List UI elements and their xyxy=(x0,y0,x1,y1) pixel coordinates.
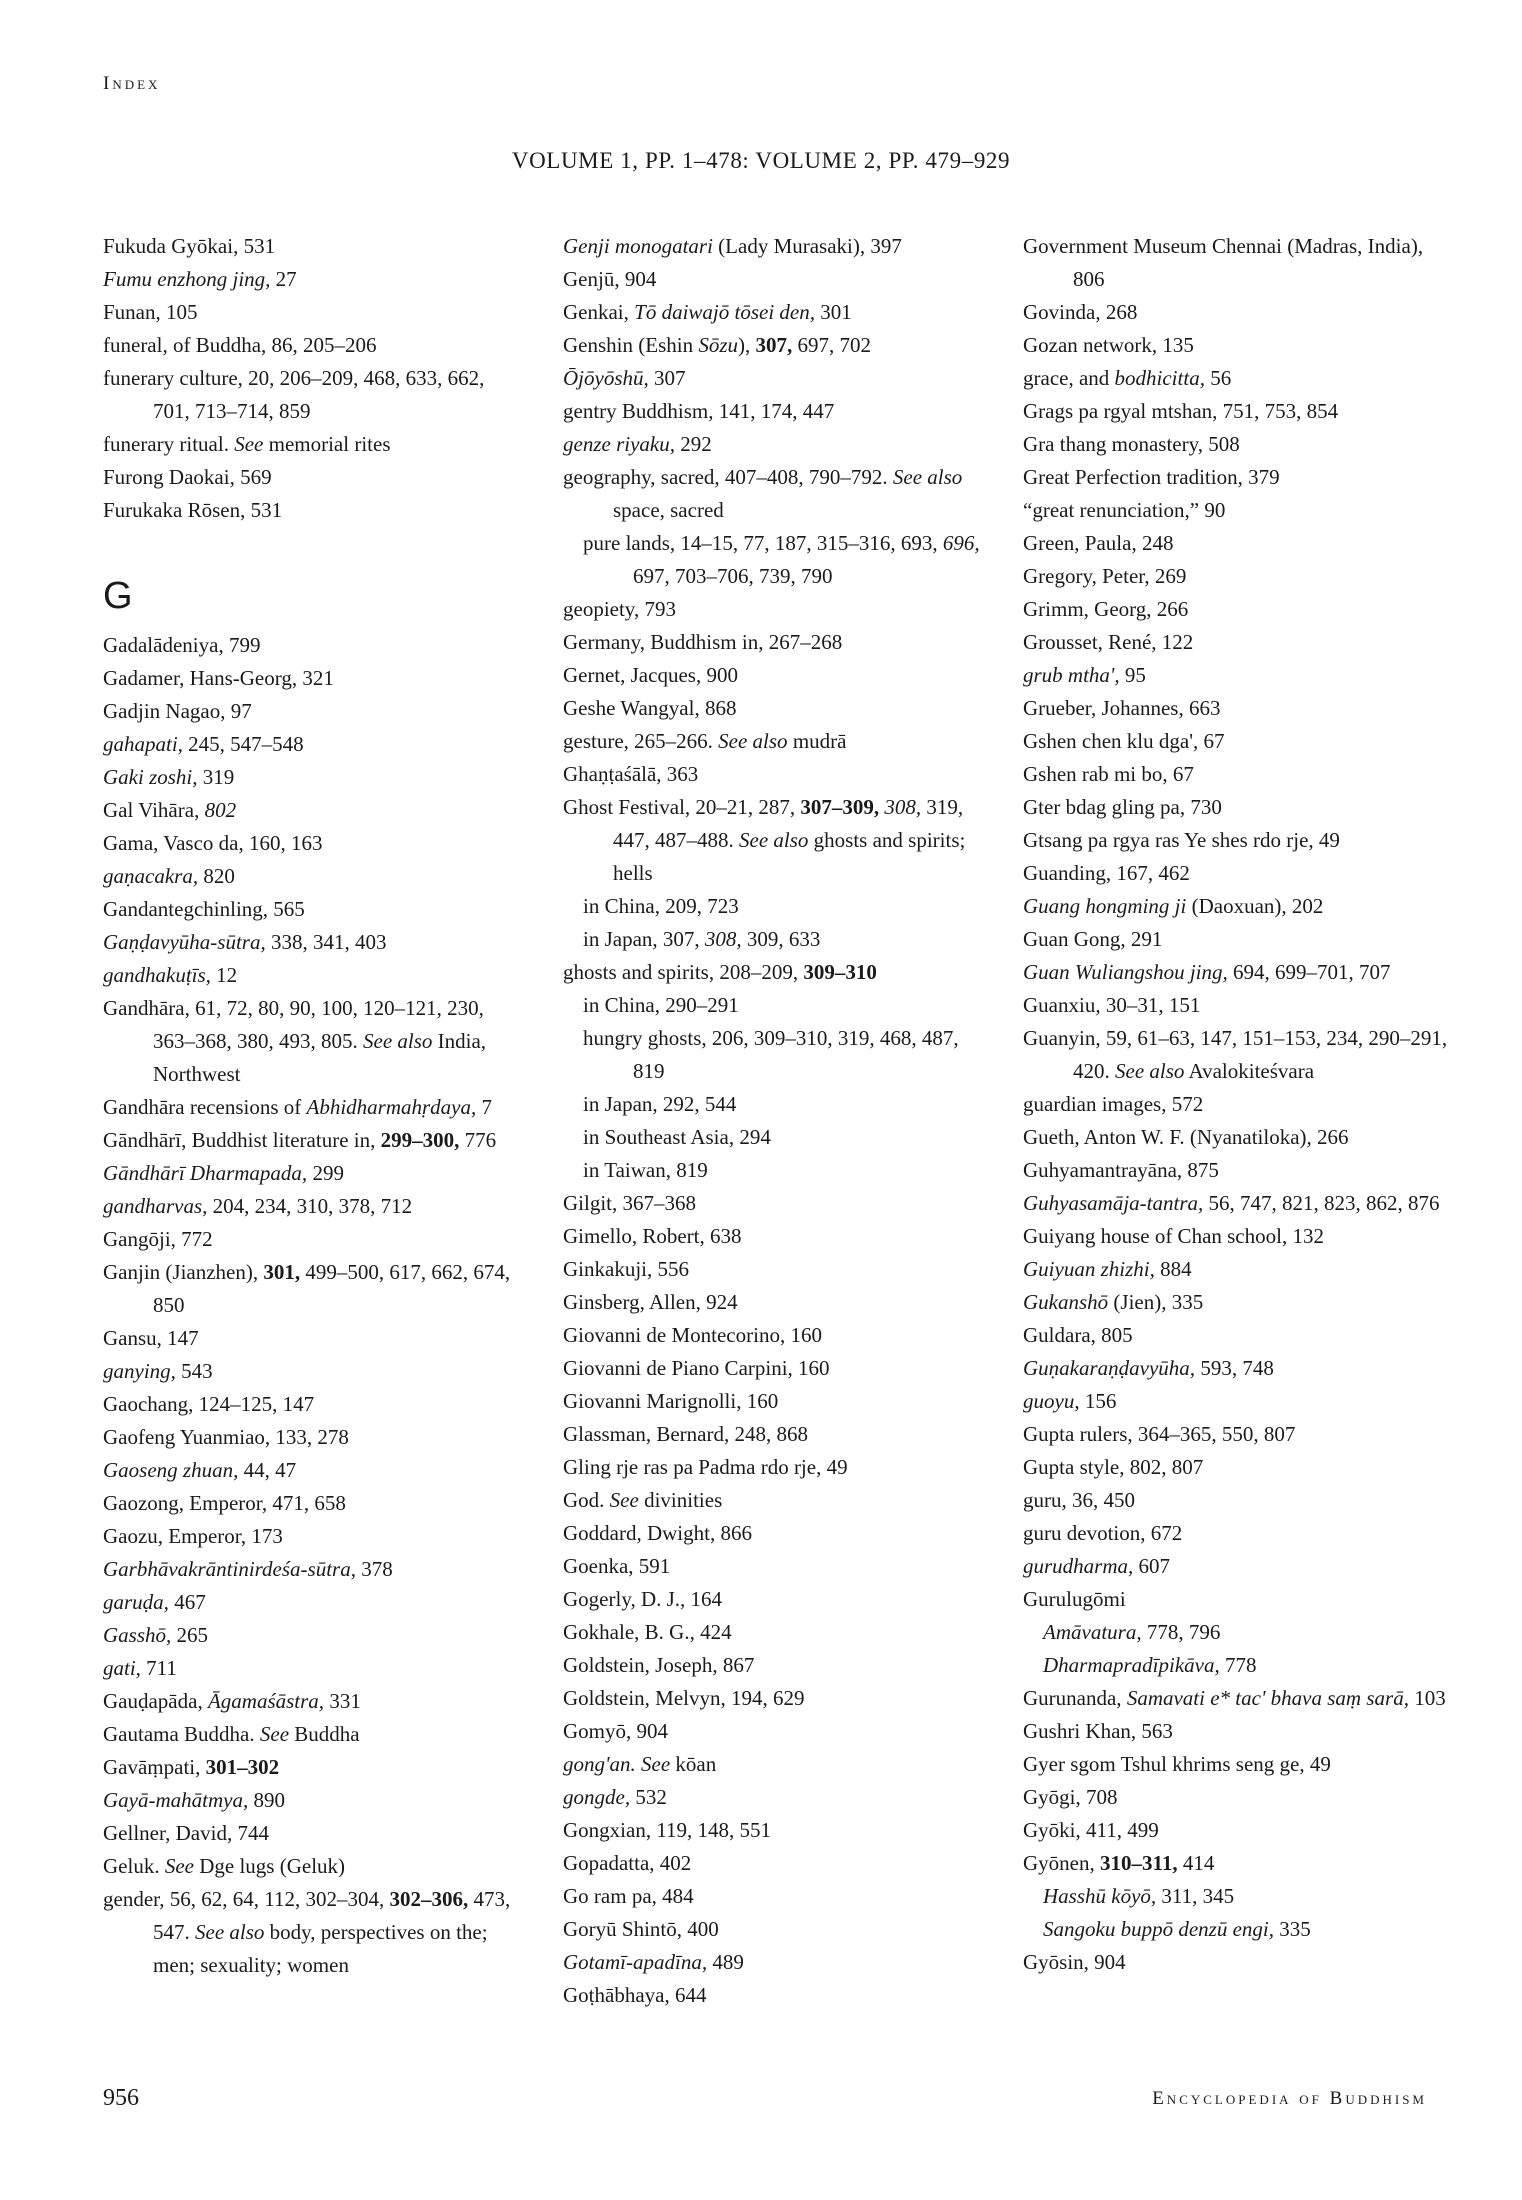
index-entry: Genji monogatari (Lady Murasaki), 397 xyxy=(563,234,902,258)
index-entry: Genkai, Tō daiwajō tōsei den, 301 xyxy=(563,300,852,324)
index-entry: Ganjin (Jianzhen), 301, 499–500, 617, 662, 674, 850 xyxy=(103,1260,511,1317)
index-entry: Gal Vihāra, 802 xyxy=(103,798,237,822)
index-entry: Gogerly, D. J., 164 xyxy=(563,1587,723,1611)
index-entry: Glassman, Bernard, 248, 868 xyxy=(563,1422,808,1446)
index-entry: Green, Paula, 248 xyxy=(1023,531,1174,555)
index-entry: Gasshō, 265 xyxy=(103,1623,209,1647)
index-entry: gahapati, 245, 547–548 xyxy=(103,732,304,756)
book-title-footer: Encyclopedia of Buddhism xyxy=(1152,2088,1427,2109)
index-entry: gender, 56, 62, 64, 112, 302–304, 302–306, 473, 547. See also body, perspectives on the; men; sexuality; women xyxy=(103,1887,511,1977)
index-entry: Gongxian, 119, 148, 551 xyxy=(563,1818,772,1842)
index-entry: Gāndhārī Dharmapada, 299 xyxy=(103,1161,344,1185)
entries xyxy=(1023,230,1455,1979)
index-entry: Goṭhābhaya, 644 xyxy=(563,1983,707,2007)
index-entry: Gra thang monastery, 508 xyxy=(1023,432,1240,456)
index-entry: funerary culture, 20, 206–209, 468, 633, 662, 701, 713–714, 859 xyxy=(103,366,485,423)
index-entry: Furukaka Rōsen, 531 xyxy=(103,498,283,522)
index-entry: Gayā-mahātmya, 890 xyxy=(103,1788,285,1812)
index-entry: Guiyuan zhizhi, 884 xyxy=(1023,1257,1192,1281)
index-entry: Gyōgi, 708 xyxy=(1023,1785,1118,1809)
index-entry: Gansu, 147 xyxy=(103,1326,199,1350)
index-entry: Gyer sgom Tshul khrims seng ge, 49 xyxy=(1023,1752,1331,1776)
index-entry: Gupta style, 802, 807 xyxy=(1023,1455,1204,1479)
index-entry: geopiety, 793 xyxy=(563,597,676,621)
index-entry: Gilgit, 367–368 xyxy=(563,1191,697,1215)
index-entry: Gyōki, 411, 499 xyxy=(1023,1818,1159,1842)
index-entry: Gernet, Jacques, 900 xyxy=(563,663,738,687)
index-entry: Gopadatta, 402 xyxy=(563,1851,692,1875)
index-entry: guru, 36, 450 xyxy=(1023,1488,1135,1512)
index-entry: Guhyasamāja-tantra, 56, 747, 821, 823, 862, 876 xyxy=(1023,1191,1440,1215)
index-entry: Gozan network, 135 xyxy=(1023,333,1194,357)
index-entry: Gadamer, Hans-Georg, 321 xyxy=(103,666,334,690)
index-entry: Guhyamantrayāna, 875 xyxy=(1023,1158,1219,1182)
index-entry: Gurunanda, Samavati e* tac' bhava saṃ sarā, 103 xyxy=(1023,1686,1446,1710)
index-entry: Gokhale, B. G., 424 xyxy=(563,1620,732,1644)
index-entry: Gtsang pa rgya ras Ye shes rdo rje, 49 xyxy=(1023,828,1340,852)
index-entry: Guldara, 805 xyxy=(1023,1323,1133,1347)
volume-range-line: VOLUME 1, PP. 1–478: VOLUME 2, PP. 479–929 xyxy=(511,148,1011,173)
index-entry: God. See divinities xyxy=(563,1488,723,1512)
index-entry: Ghost Festival, 20–21, 287, 307–309, 308, 319, 447, 487–488. See also ghosts and spirits; hells xyxy=(563,795,966,885)
index-entry: guoyu, 156 xyxy=(1023,1389,1117,1413)
section-letter-g: G xyxy=(103,575,133,617)
index-entry: gongde, 532 xyxy=(563,1785,667,1809)
index-subentry: Sangoku buppō denzū engi, 335 xyxy=(1043,1917,1311,1941)
index-entry: garuḍa, 467 xyxy=(103,1590,206,1614)
index-entry: Ghaṇṭaśālā, 363 xyxy=(563,762,699,786)
index-entry: Ōjōyōshū, 307 xyxy=(563,366,686,390)
index-entry: Geshe Wangyal, 868 xyxy=(563,696,737,720)
index-entry: Gshen chen klu dga', 67 xyxy=(1023,729,1225,753)
index-subentry: in Japan, 307, 308, 309, 633 xyxy=(583,927,821,951)
index-entry: Gueth, Anton W. F. (Nyanatiloka), 266 xyxy=(1023,1125,1349,1149)
index-column-2 xyxy=(563,230,983,2012)
index-entry: Gautama Buddha. See Buddha xyxy=(103,1722,360,1746)
index-entry: gati, 711 xyxy=(103,1656,177,1680)
index-entry: Gaozu, Emperor, 173 xyxy=(103,1524,283,1548)
index-entry: ganying, 543 xyxy=(103,1359,213,1383)
index-entry: Grags pa rgyal mtshan, 751, 753, 854 xyxy=(1023,399,1339,423)
index-entry: Gaṇḍavyūha-sūtra, 338, 341, 403 xyxy=(103,930,387,954)
index-entry: Gama, Vasco da, 160, 163 xyxy=(103,831,323,855)
index-entry: Gandhāra, 61, 72, 80, 90, 100, 120–121, 230, 363–368, 380, 493, 805. See also India, Northwest xyxy=(103,996,487,1086)
index-entry: gandhakuṭīs, 12 xyxy=(103,963,238,987)
index-entry: Giovanni de Piano Carpini, 160 xyxy=(563,1356,830,1380)
index-entry: gaṇacakra, 820 xyxy=(103,864,235,888)
index-entry: Guanxiu, 30–31, 151 xyxy=(1023,993,1201,1017)
index-entry: Go ram pa, 484 xyxy=(563,1884,694,1908)
index-subentry: in China, 209, 723 xyxy=(583,894,739,918)
index-entry: Gurulugōmi xyxy=(1023,1587,1126,1611)
index-entry: Guang hongming ji (Daoxuan), 202 xyxy=(1023,894,1324,918)
index-entry: Gyōsin, 904 xyxy=(1023,1950,1126,1974)
index-entry: Gandhāra recensions of Abhidharmahṛdaya, 7 xyxy=(103,1095,492,1119)
index-entry: Gotamī-apadīna, 489 xyxy=(563,1950,744,1974)
index-entry: Gupta rulers, 364–365, 550, 807 xyxy=(1023,1422,1296,1446)
index-entry: Gangōji, 772 xyxy=(103,1227,213,1251)
index-entry: grace, and bodhicitta, 56 xyxy=(1023,366,1232,390)
index-entry: Goddard, Dwight, 866 xyxy=(563,1521,752,1545)
index-entry: funerary ritual. See memorial rites xyxy=(103,432,391,456)
index-subentry: Dharmapradīpikāva, 778 xyxy=(1043,1653,1257,1677)
index-entry: genze riyaku, 292 xyxy=(563,432,712,456)
index-entry: Gellner, David, 744 xyxy=(103,1821,269,1845)
index-entry: Gaofeng Yuanmiao, 133, 278 xyxy=(103,1425,349,1449)
index-entry: Gimello, Robert, 638 xyxy=(563,1224,742,1248)
index-entry: Gaozong, Emperor, 471, 658 xyxy=(103,1491,346,1515)
index-entry: Guanding, 167, 462 xyxy=(1023,861,1190,885)
index-subentry: in Japan, 292, 544 xyxy=(583,1092,737,1116)
index-entry: Geluk. See Dge lugs (Geluk) xyxy=(103,1854,346,1878)
page-number: 956 xyxy=(103,2085,139,2111)
index-entry: Gaochang, 124–125, 147 xyxy=(103,1392,315,1416)
index-entry: Guiyang house of Chan school, 132 xyxy=(1023,1224,1324,1248)
index-entry: Government Museum Chennai (Madras, India), 806 xyxy=(1023,234,1424,291)
index-subentry: Amāvatura, 778, 796 xyxy=(1043,1620,1221,1644)
running-head: Index xyxy=(103,73,161,94)
index-entry: Guanyin, 59, 61–63, 147, 151–153, 234, 290–291, 420. See also Avalokiteśvara xyxy=(1023,1026,1448,1083)
index-entry: Furong Daokai, 569 xyxy=(103,465,272,489)
index-entry: gandharvas, 204, 234, 310, 378, 712 xyxy=(103,1194,413,1218)
index-subentry: in Southeast Asia, 294 xyxy=(583,1125,771,1149)
index-entry: Garbhāvakrāntinirdeśa-sūtra, 378 xyxy=(103,1557,393,1581)
index-subentry: pure lands, 14–15, 77, 187, 315–316, 693, 696, 697, 703–706, 739, 790 xyxy=(583,531,980,588)
index-entry: Guṇakaraṇḍavyūha, 593, 748 xyxy=(1023,1356,1274,1380)
index-entry: Gandantegchinling, 565 xyxy=(103,897,305,921)
index-entry: Funan, 105 xyxy=(103,300,198,324)
index-subentry: in Taiwan, 819 xyxy=(583,1158,708,1182)
index-entry: Guan Gong, 291 xyxy=(1023,927,1163,951)
index-entry: gesture, 265–266. See also mudrā xyxy=(563,729,847,753)
index-entry: geography, sacred, 407–408, 790–792. See also space, sacred xyxy=(563,465,963,522)
index-entry: Grueber, Johannes, 663 xyxy=(1023,696,1221,720)
index-entry: Ginsberg, Allen, 924 xyxy=(563,1290,738,1314)
index-entry: gong'an. See kōan xyxy=(563,1752,717,1776)
index-entry: funeral, of Buddha, 86, 205–206 xyxy=(103,333,377,357)
index-entry: Genjū, 904 xyxy=(563,267,657,291)
index-entry: “great renunciation,” 90 xyxy=(1023,498,1226,522)
index-entry: guardian images, 572 xyxy=(1023,1092,1204,1116)
index-entry: Gshen rab mi bo, 67 xyxy=(1023,762,1194,786)
index-entry: Goryū Shintō, 400 xyxy=(563,1917,719,1941)
index-entry: Goldstein, Melvyn, 194, 629 xyxy=(563,1686,805,1710)
index-subentry: in China, 290–291 xyxy=(583,993,739,1017)
entries-g xyxy=(103,629,523,1982)
index-column-1 xyxy=(103,230,523,1982)
index-entry: Fumu enzhong jing, 27 xyxy=(103,267,297,291)
index-entry: Guan Wuliangshou jing, 694, 699–701, 707 xyxy=(1023,960,1391,984)
index-entry: Gregory, Peter, 269 xyxy=(1023,564,1187,588)
index-entry: Gomyō, 904 xyxy=(563,1719,668,1743)
index-column-3 xyxy=(1023,230,1455,1979)
entries xyxy=(563,230,983,2012)
index-entry: Gaoseng zhuan, 44, 47 xyxy=(103,1458,297,1482)
index-subentry: Hasshū kōyō, 311, 345 xyxy=(1043,1884,1235,1908)
index-entry: Gauḍapāda, Āgamaśāstra, 331 xyxy=(103,1689,361,1713)
index-entry: Goenka, 591 xyxy=(563,1554,671,1578)
index-entry: grub mtha', 95 xyxy=(1023,663,1146,687)
index-entry: Gāndhārī, Buddhist literature in, 299–300, 776 xyxy=(103,1128,497,1152)
index-entry: Gavāṃpati, 301–302 xyxy=(103,1755,280,1779)
index-entry: Gadalādeniya, 799 xyxy=(103,633,261,657)
index-entry: Gukanshō (Jien), 335 xyxy=(1023,1290,1204,1314)
index-entry: Germany, Buddhism in, 267–268 xyxy=(563,630,843,654)
index-entry: gentry Buddhism, 141, 174, 447 xyxy=(563,399,835,423)
index-entry: Gaki zoshi, 319 xyxy=(103,765,235,789)
index-entry: Ginkakuji, 556 xyxy=(563,1257,689,1281)
index-entry: gurudharma, 607 xyxy=(1023,1554,1171,1578)
entries-f xyxy=(103,230,523,527)
index-entry: Great Perfection tradition, 379 xyxy=(1023,465,1280,489)
index-entry: Goldstein, Joseph, 867 xyxy=(563,1653,755,1677)
index-entry: Grimm, Georg, 266 xyxy=(1023,597,1189,621)
index-entry: ghosts and spirits, 208–209, 309–310 xyxy=(563,960,877,984)
index-entry: Fukuda Gyōkai, 531 xyxy=(103,234,276,258)
index-entry: Giovanni de Montecorino, 160 xyxy=(563,1323,822,1347)
index-entry: Giovanni Marignolli, 160 xyxy=(563,1389,779,1413)
index-entry: Gadjin Nagao, 97 xyxy=(103,699,252,723)
index-entry: Gyōnen, 310–311, 414 xyxy=(1023,1851,1215,1875)
index-subentry: hungry ghosts, 206, 309–310, 319, 468, 487, 819 xyxy=(583,1026,959,1083)
index-entry: Gling rje ras pa Padma rdo rje, 49 xyxy=(563,1455,848,1479)
index-entry: Gushri Khan, 563 xyxy=(1023,1719,1173,1743)
index-entry: guru devotion, 672 xyxy=(1023,1521,1183,1545)
index-entry: Genshin (Eshin Sōzu), 307, 697, 702 xyxy=(563,333,872,357)
index-entry: Govinda, 268 xyxy=(1023,300,1138,324)
index-entry: Gter bdag gling pa, 730 xyxy=(1023,795,1222,819)
index-entry: Grousset, René, 122 xyxy=(1023,630,1194,654)
